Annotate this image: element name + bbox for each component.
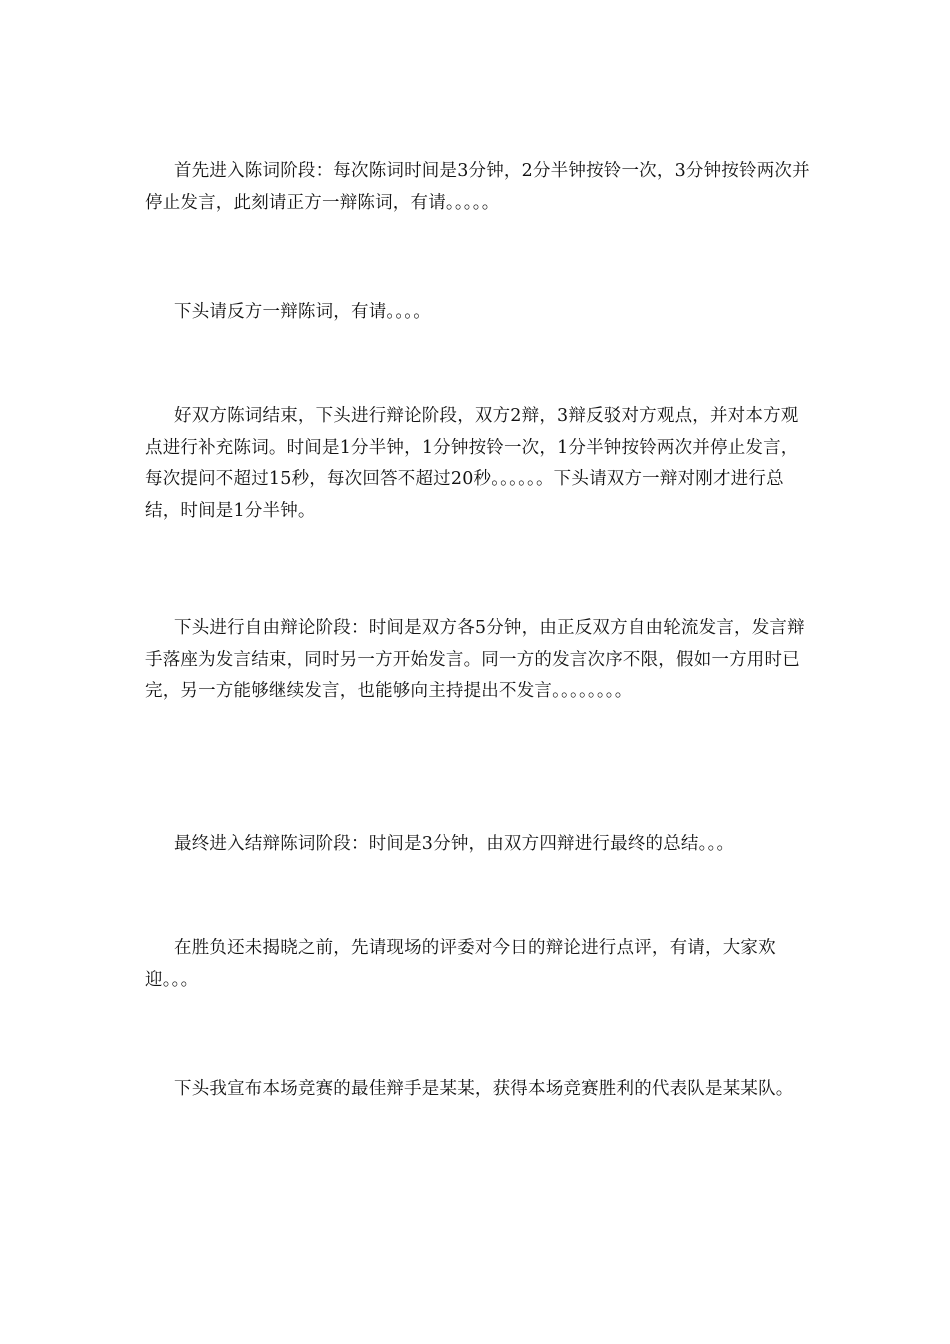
paragraph-judges-comments: 在胜负还未揭晓之前，先请现场的评委对今日的辩论进行点评，有请，大家欢迎。。。 [145,938,776,990]
paragraph-results-announcement: 下头我宣布本场竞赛的最佳辩手是某某，获得本场竞赛胜利的代表队是某某队。 [174,1079,794,1099]
paragraph-debate-stage: 好双方陈词结束，下头进行辩论阶段，双方2辩，3辩反驳对方观点，并对本方观点进行补充陈词。时间是1分半钟，1分钟按铃一次，1分半钟按铃两次并停止发言，每次提问不超过15秒，每次回答不超过20秒。。。。。。下头请双方一辩对刚才进行总结，时间是1分半钟。 [145,406,799,521]
paragraph-negative-first-speaker: 下头请反方一辩陈词，有请。。。。 [174,302,431,322]
paragraph-free-debate: 下头进行自由辩论阶段：时间是双方各5分钟，由正反双方自由轮流发言，发言辩手落座为发言结束，同时另一方开始发言。同一方的发言次序不限，假如一方用时已完，另一方能够继续发言，也能够向主持提出不发言。。。。。。。。 [145,618,805,701]
paragraph-opening-statements: 首先进入陈词阶段：每次陈词时间是3分钟，2分半钟按铃一次，3分钟按铃两次并停止发言，此刻请正方一辩陈词，有请。。。。。 [145,161,810,213]
paragraph-closing-statements: 最终进入结辩陈词阶段：时间是3分钟，由双方四辩进行最终的总结。。。 [174,834,735,854]
